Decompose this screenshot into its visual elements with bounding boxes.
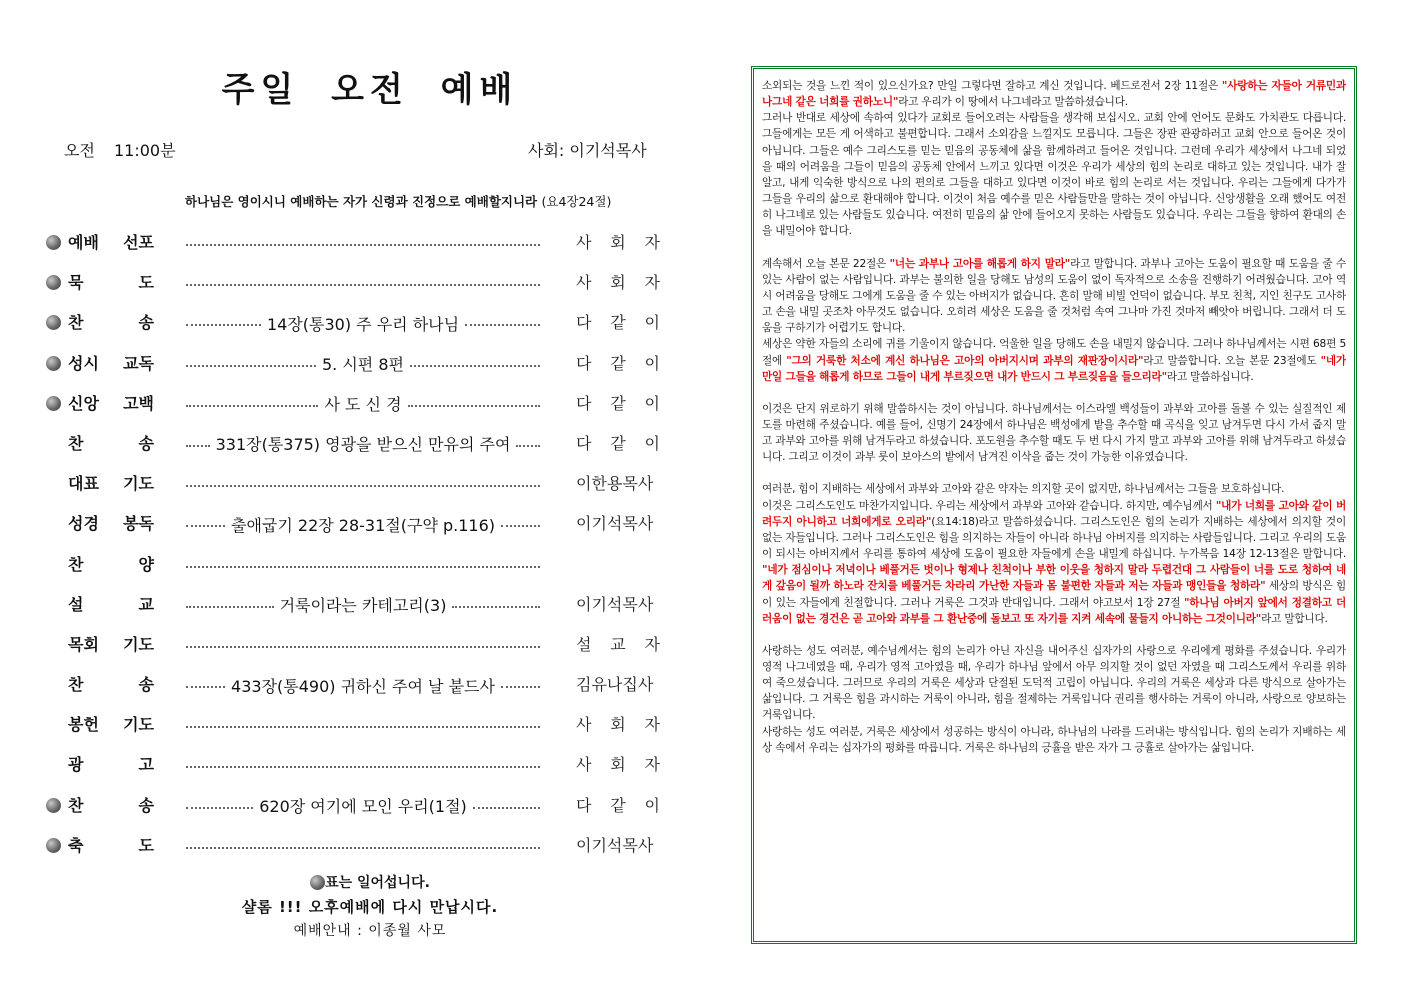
order-item-name: 광 고 <box>68 755 154 775</box>
order-item <box>46 345 662 385</box>
scripture-quote: "네가 만일 그들을 해롭게 하므로 그들이 내게 부르짖으면 내가 반드시 그 부르짖음을 들으리라" <box>762 354 1346 383</box>
order-item-name: 대표 기도 <box>68 474 154 494</box>
sermon-text-run: 라고 말씀합니다. 오늘 본문 23절에도 <box>1143 354 1321 367</box>
order-item-content: 620장 여기에 모인 우리(1절) <box>259 797 467 817</box>
order-item-leader <box>186 394 540 414</box>
order-item-leader <box>186 595 540 615</box>
order-item-name: 찬 양 <box>68 554 154 574</box>
page-title: 주일 오전 예배 <box>221 70 519 110</box>
order-item-content: 14장(통30) 주 우리 하나님 <box>266 314 460 334</box>
order-item-name: 봉헌 기도 <box>68 715 154 735</box>
order-item-name: 찬 송 <box>68 433 154 453</box>
bullet-icon <box>46 798 61 813</box>
bullet-icon <box>46 275 61 290</box>
order-item-leader <box>186 514 540 534</box>
order-item-name: 찬 송 <box>68 675 154 695</box>
order-item-leader <box>186 675 540 695</box>
theme-verse <box>185 192 611 210</box>
sermon-text <box>762 78 1346 933</box>
scripture-quote: "하나님 아버지 앞에서 정결하고 더러움이 없는 경건은 곧 고아와 과부를 그 환난중에 돌보고 또 자기를 지켜 세속에 물들지 아니하는 그것이니라" <box>762 596 1346 625</box>
scripture-quote: "내가 너희를 고아와 같이 버려두지 아니하고 너희에게로 오리라" <box>762 499 1346 528</box>
order-item <box>46 425 662 465</box>
order-item-presenter: 다 같 이 <box>576 313 660 333</box>
order-item-leader <box>186 635 540 655</box>
sermon-paragraph <box>762 336 1346 384</box>
order-item <box>46 224 662 264</box>
order-item-presenter: 이기석목사 <box>576 594 654 614</box>
theme-verse-ref: (요4장24절) <box>541 194 612 209</box>
order-item-content: 사 도 신 경 <box>324 395 402 415</box>
sermon-text-run: 라고 말합니다. <box>1261 612 1328 625</box>
order-item-presenter: 사 회 자 <box>576 755 660 775</box>
sermon-paragraph: 사랑하는 성도 여러분, 예수님께서는 힘의 논리가 아닌 자신을 내어주신 십자가의 사랑으로 우리에게 평화를 주셨습니다. 우리가 영적 나그네였을 때, 우리가 영적 고아였을 때, 우리가 하나님 앞에서 아무 의지할 것이 없던 자였을 때 그리스도께서 우리를 위하여 죽으셨습니다. 그러므로 우리의 거룩은 세상과 단절된 도덕적 고립이 아닙니다. 우리의 거룩은 세상과 다른 방식으로 살아가는 삶입니다. 그 거룩은 힘을 과시하는 거룩이 아니라, 힘을 절제하는 거룩입니다 권리를 행사하는 거룩이 아니라, 사랑으로 양보하는 거룩입니다. <box>762 644 1346 722</box>
order-item <box>46 586 662 626</box>
order-item-name: 신앙 고백 <box>68 393 154 413</box>
order-item <box>46 264 662 304</box>
bullet-icon <box>310 875 325 890</box>
bullet-icon <box>46 315 61 330</box>
bullet-icon <box>46 235 61 250</box>
footer <box>0 872 740 940</box>
order-item-presenter: 이기석목사 <box>576 835 654 855</box>
order-item-content: 거룩이라는 카테고리(3) <box>279 596 447 616</box>
bullet-icon <box>46 838 61 853</box>
order-item-presenter: 사 회 자 <box>576 273 660 293</box>
order-item-leader <box>186 555 540 575</box>
order-item-name: 목회 기도 <box>68 634 154 654</box>
sermon-text-run: 라고 우리가 이 땅에서 나그네라고 말씀하셨습니다. <box>898 96 1128 109</box>
order-item-name: 찬 송 <box>68 795 154 815</box>
sermon-text-run: 계속해서 오늘 본문 22절은 <box>762 257 890 270</box>
scripture-quote: "사랑하는 자들아 거류민과 나그네 같은 너희를 권하노니" <box>762 80 1346 109</box>
order-item-name: 성시 교독 <box>68 353 154 373</box>
order-item <box>46 787 662 827</box>
order-item-leader <box>186 715 540 735</box>
sermon-text-run: 이것은 그리스도인도 마찬가지입니다. 우리는 세상에서 과부와 고아와 같습니다. 하지만, 예수님께서 <box>762 499 1216 512</box>
sermon-paragraph: 이것은 단지 위로하기 위해 말씀하시는 것이 아닙니다. 하나님께서는 이스라엘 백성들이 과부와 고아를 돌볼 수 있는 실질적인 제도를 마련해 주셨습니다. 예를 들어, 신명기 24장에서 하나님은 백성에게 밭을 추수할 때 곡식을 잊고 남겨두면 다시 가서 줍지 말고 과부와 고아를 위해 남겨두라고 하셨습니다. 포도원을 추수할 때도 두 번 다시 가지 말고 과부와 고아를 위해 남겨두라고 하셨습니다. 그리고 이것이 과부 룻이 보아스의 밭에서 남겨진 이삭을 줍는 것이 가능한 이유였습니다. <box>762 402 1346 464</box>
order-item-leader <box>186 233 540 253</box>
order-item-content: 433장(통490) 귀하신 주여 날 붙드사 <box>231 676 495 696</box>
worship-order-list <box>46 224 662 867</box>
order-item-presenter: 사 회 자 <box>576 233 660 252</box>
order-item-presenter: 설 교 자 <box>576 634 660 654</box>
order-item-name: 묵 도 <box>68 273 154 293</box>
order-item-leader <box>186 434 540 454</box>
order-item-name: 예배 선포 <box>68 233 154 252</box>
sermon-text-run: 세상의 방식은 힘이 있는 자들에게 친절합니다. 그러나 거룩은 그것과 반대입니다. 그래서 야고보서 1장 27절 <box>762 580 1346 609</box>
theme-verse-text: 하나님은 영이시니 예배하는 자가 신령과 진정으로 예배할지니라 <box>185 194 538 209</box>
order-item <box>46 304 662 344</box>
order-item <box>46 666 662 706</box>
sermon-paragraph <box>762 256 1346 337</box>
scripture-quote: "너는 과부나 고아를 해롭게 하지 말라" <box>889 257 1071 270</box>
order-item-presenter: 다 같 이 <box>576 795 660 815</box>
sermon-paragraph: 그러나 반대로 세상에 속하여 있다가 교회로 들어오려는 사람들을 생각해 보십시오. 교회 안에 언어도 문화도 가치관도 다릅니다. 그들에게는 모든 게 어색하고 불편합니다. 그래서 소외감을 느낄지도 모릅니다. 그들은 장판 관광하러고 교회 안으로 들어온 것이 아닙니다. 그들은 예수 그리스도를 믿는 믿음의 공동체에 삶을 함께하려고 들어온 것입니다. 그런데 우리가 세상에서 나그네 되었을 때의 어려움을 그들이 믿음의 공동체 안에서 느끼고 있다면 이것은 우리가 세상의 힘의 논리로 대하고 있는 것입니다. 내가 잘 알고, 내게 익숙한 방식으로 나의 편의로 그들을 대하고 있다면 이것이 바로 힘의 논리로 서는 것입니다. 우리는 그들에게 다가가 그들을 우리의 삶으로 환대해야 합니다. 이것이 처음 예수를 믿은 사람들만을 말하는 것이 아닙니다. 신앙생활을 오래 했어도 여전히 나그네로 있는 사람들도 있습니다. 여전히 믿음의 삶 안에 들어오지 못하는 사람들도 있습니다. 우리는 그들을 향하여 환대의 손을 내밀어야 합니다. <box>762 112 1346 238</box>
order-item-name: 축 도 <box>68 835 154 855</box>
service-time: 오전 11:00분 <box>64 141 176 160</box>
footer-line1: 표는 일어섭니다. <box>325 875 430 891</box>
order-item-name: 성경 봉독 <box>68 514 154 534</box>
order-item-presenter: 이기석목사 <box>576 514 654 534</box>
order-item-presenter: 김유나집사 <box>576 675 654 695</box>
order-item <box>46 465 662 505</box>
sermon-paragraph <box>762 498 1346 627</box>
scripture-quote: "네가 점심이나 저녁이나 베풀거든 벗이나 형제나 친척이나 부한 이웃을 청하지 말라 두렵건대 그 사람들이 너를 도로 청하여 네게 갚음이 될까 하노라 잔치를 베풀거든 차라리 가난한 자들과 몸 불편한 자들과 저는 자들과 맹인들을 청하라" <box>762 564 1346 593</box>
order-item-leader <box>186 796 540 816</box>
sermon-text-run: 라고 말씀하십니다. <box>1166 370 1254 383</box>
sermon-text-run: 라고 말합니다. 과부나 고아는 도움이 필요할 때 도움을 줄 수 있는 사람이 없는 사람입니다. 과부는 불의한 일을 당해도 남성의 도움이 없이 독자적으로 소송을 진행하기 어려웠습니다. 고아 역시 어려움을 당해도 그에게 도움을 줄 수 있는 아버지가 없습니다. 흔히 말해 비빌 언덕이 없습니다. 부모 친척, 지인 친구도 고사하고 손을 내밀 곳조차 아무것도 없습니다. 오히려 세상은 도움을 줄 것처럼 속여 그나마 가진 것마저 빼앗아 버립니다. 그래서 더 도움을 구하기가 어렵기도 합니다. <box>762 257 1346 335</box>
sermon-paragraph: 여러분, 힘이 지배하는 세상에서 과부와 고아와 같은 약자는 의지할 곳이 없지만, 하나님께서는 그들을 보호하십니다. <box>762 483 1285 496</box>
order-item-name: 설 교 <box>68 594 154 614</box>
order-item-content: 5. 시편 8편 <box>322 355 404 375</box>
order-item-presenter: 이한용목사 <box>576 474 654 494</box>
order-item-leader <box>186 313 540 333</box>
footer-line3: 예배안내 : 이종월 사모 <box>293 923 447 939</box>
order-item <box>46 706 662 746</box>
footer-standing-note <box>0 872 740 892</box>
order-item-leader <box>186 755 540 775</box>
order-item-content: 331장(통375) 영광을 받으신 만유의 주여 <box>215 435 511 455</box>
order-item-presenter: 다 같 이 <box>576 393 660 413</box>
sermon-text-run: (요14:18)라고 말씀하셨습니다. 그리스도인은 힘의 논리가 지배하는 세상에서 의지할 것이 없는 자들입니다. 그러나 그리스도인은 힘을 의지하는 자들이 아니라 하나님 아버지를 의지하는 사람들입니다. 그리고 우리의 도움이 되시는 아버지께서 우리를 통하여 세상에 도움이 필요한 자들에게 손을 내밀게 하십니다. 누가복음 14장 12-13절은 말합니다. <box>762 515 1346 561</box>
order-item-leader <box>186 836 540 856</box>
order-item <box>46 746 662 786</box>
order-item-presenter: 다 같 이 <box>576 433 660 453</box>
sermon-paragraph: 사랑하는 성도 여러분, 거룩은 세상에서 성공하는 방식이 아니라, 하나님의 나라를 드러내는 방식입니다. 힘의 논리가 지배하는 세상 속에서 우리는 십자가의 평화를 따릅니다. 거룩은 하나님의 긍휼을 받은 자가 그 긍휼로 살아가는 삶입니다. <box>762 725 1346 754</box>
order-item <box>46 546 662 586</box>
order-item-presenter: 사 회 자 <box>576 715 660 735</box>
sermon-text-run: 소외되는 것을 느낀 적이 있으신가요? 만일 그렇다면 잘하고 계신 것입니다. 베드로전서 2장 11절은 <box>762 80 1222 92</box>
bullet-icon <box>46 396 61 411</box>
bullet-icon <box>46 356 61 371</box>
sermon-paragraph <box>762 78 1346 110</box>
order-item <box>46 505 662 545</box>
footer-line2: 샬롬 !!! 오후예배에 다시 만납시다. <box>241 898 499 916</box>
order-item-content: 출애굽기 22장 28-31절(구약 p.116) <box>230 515 496 535</box>
order-item <box>46 626 662 666</box>
order-item-presenter: 다 같 이 <box>576 353 660 373</box>
scripture-quote: "그의 거룩한 처소에 계신 하나님은 고아의 아버지시며 과부의 재판장이시라" <box>786 354 1144 367</box>
order-item-leader <box>186 474 540 494</box>
order-item-name: 찬 송 <box>68 313 154 333</box>
order-item <box>46 827 662 867</box>
order-item <box>46 385 662 425</box>
service-host: 사회: 이기석목사 <box>528 141 647 160</box>
sermon-page <box>751 66 1357 944</box>
order-item-leader <box>186 273 540 293</box>
sermon-text-run: 세상은 약한 자들의 소리에 귀를 기울이지 않습니다. 억울한 일을 당해도 손을 내밀지 않습니다. 그러나 하나님께서는 시편 68편 5절에 <box>762 338 1346 367</box>
order-item-leader <box>186 354 540 374</box>
